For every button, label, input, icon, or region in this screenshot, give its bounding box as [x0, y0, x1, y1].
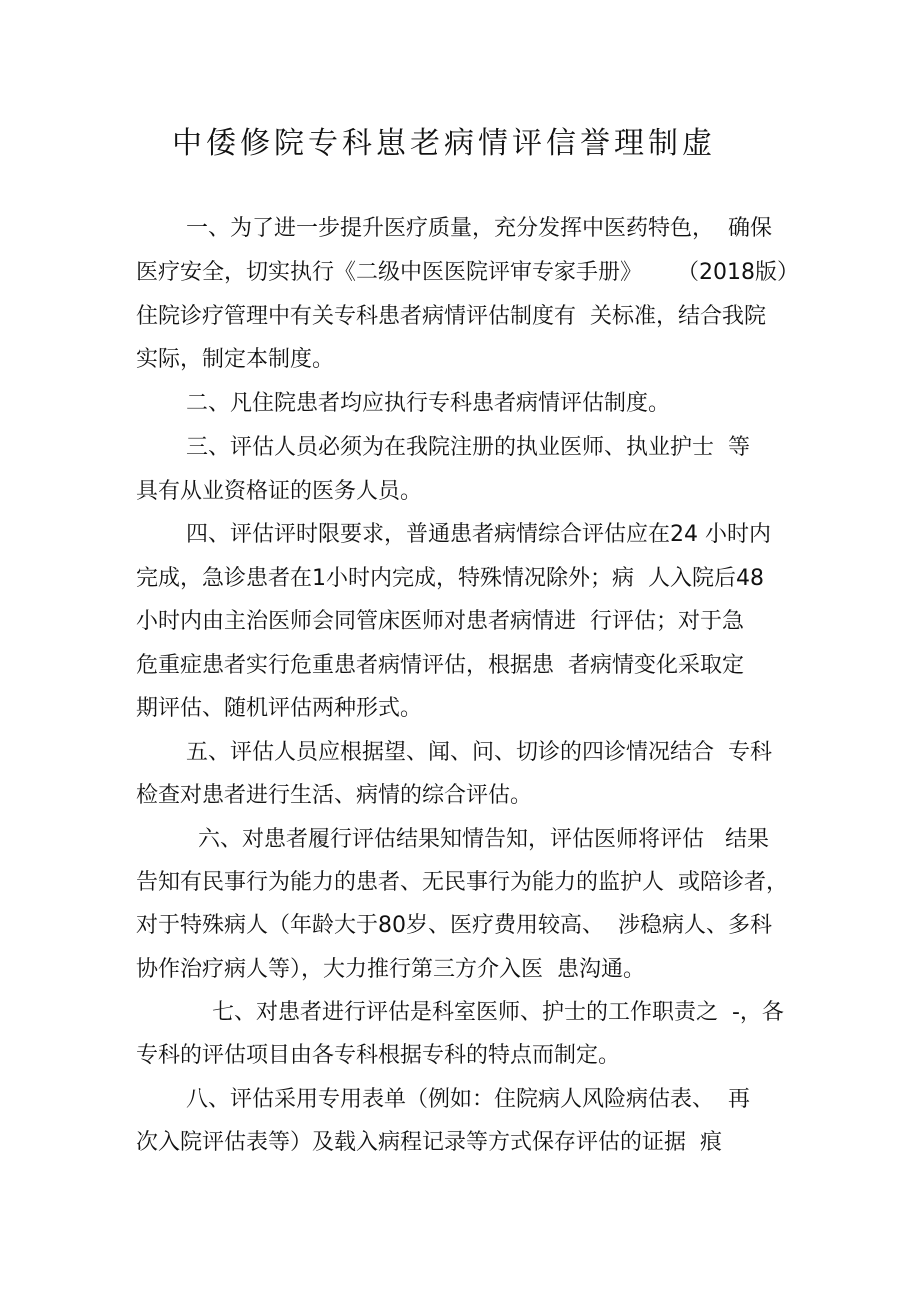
paragraph-line: 检查对患者进行生活、病情的综合评估。 — [136, 783, 533, 808]
paragraph-line: 小时内由主治医师会同管床医师对患者病情进 行评估；对于急 — [136, 609, 744, 634]
paragraph-line: 实际，制定本制度。 — [136, 347, 335, 372]
paragraph-line: 告知有民事行为能力的患者、无民事行为能力的监护人 或陪诊者， — [136, 870, 788, 895]
paragraph-line: 八、评估采用专用表单（例如：住院病人风险病估表、 再 — [186, 1087, 750, 1112]
paragraph-line: 住院诊疗管理中有关专科患者病情评估制度有 关标准，结合我院 — [136, 304, 766, 329]
paragraph-line: 期评估、随机评估两种形式。 — [136, 696, 423, 721]
paragraph-line: 完成，急诊患者在1小时内完成，特殊情况除外；病 人入院后48 — [136, 566, 764, 591]
paragraph-line: 次入院评估表等）及载入病程记录等方式保存评估的证据 痕 — [136, 1130, 722, 1155]
paragraph-line: 七、对患者进行评估是科室医师、护士的工作职责之 -，各 — [212, 1000, 784, 1025]
paragraph-line: 五、评估人员应根据望、闻、问、切诊的四诊情况结合 专科 — [186, 740, 772, 765]
paragraph-line: 二、凡住院患者均应执行专科患者病情评估制度。 — [186, 391, 671, 416]
paragraph-line: 专科的评估项目由各专科根据专科的特点而制定。 — [136, 1043, 621, 1068]
paragraph-line: 一、为了进一步提升医疗质量，充分发挥中医药特色， 确保 — [186, 216, 772, 241]
document-title: 中倭修院专科崽老病情评信誉理制虚 — [172, 126, 716, 161]
paragraph-line: 四、评估评时限要求，普通患者病情综合评估应在24 小时内 — [186, 522, 771, 547]
paragraph-line: 对于特殊病人（年龄大于80岁、医疗费用较高、 涉稳病人、多科 — [136, 913, 772, 938]
paragraph-line: 危重症患者实行危重患者病情评估，根据患 者病情变化采取定 — [136, 653, 744, 678]
paragraph-line: 医疗安全，切实执行《二级中医医院评审专家手册》 （2018版） — [136, 260, 799, 285]
paragraph-line: 三、评估人员必须为在我院注册的执业医师、执业护士 等 — [186, 435, 750, 460]
paragraph-line: 协作治疗病人等），大力推行第三方介入医 患沟通。 — [136, 957, 645, 982]
paragraph-line: 具有从业资格证的医务人员。 — [136, 479, 423, 504]
paragraph-line: 六、对患者履行评估结果知情告知，评估医师将评估 结果 — [198, 827, 769, 852]
